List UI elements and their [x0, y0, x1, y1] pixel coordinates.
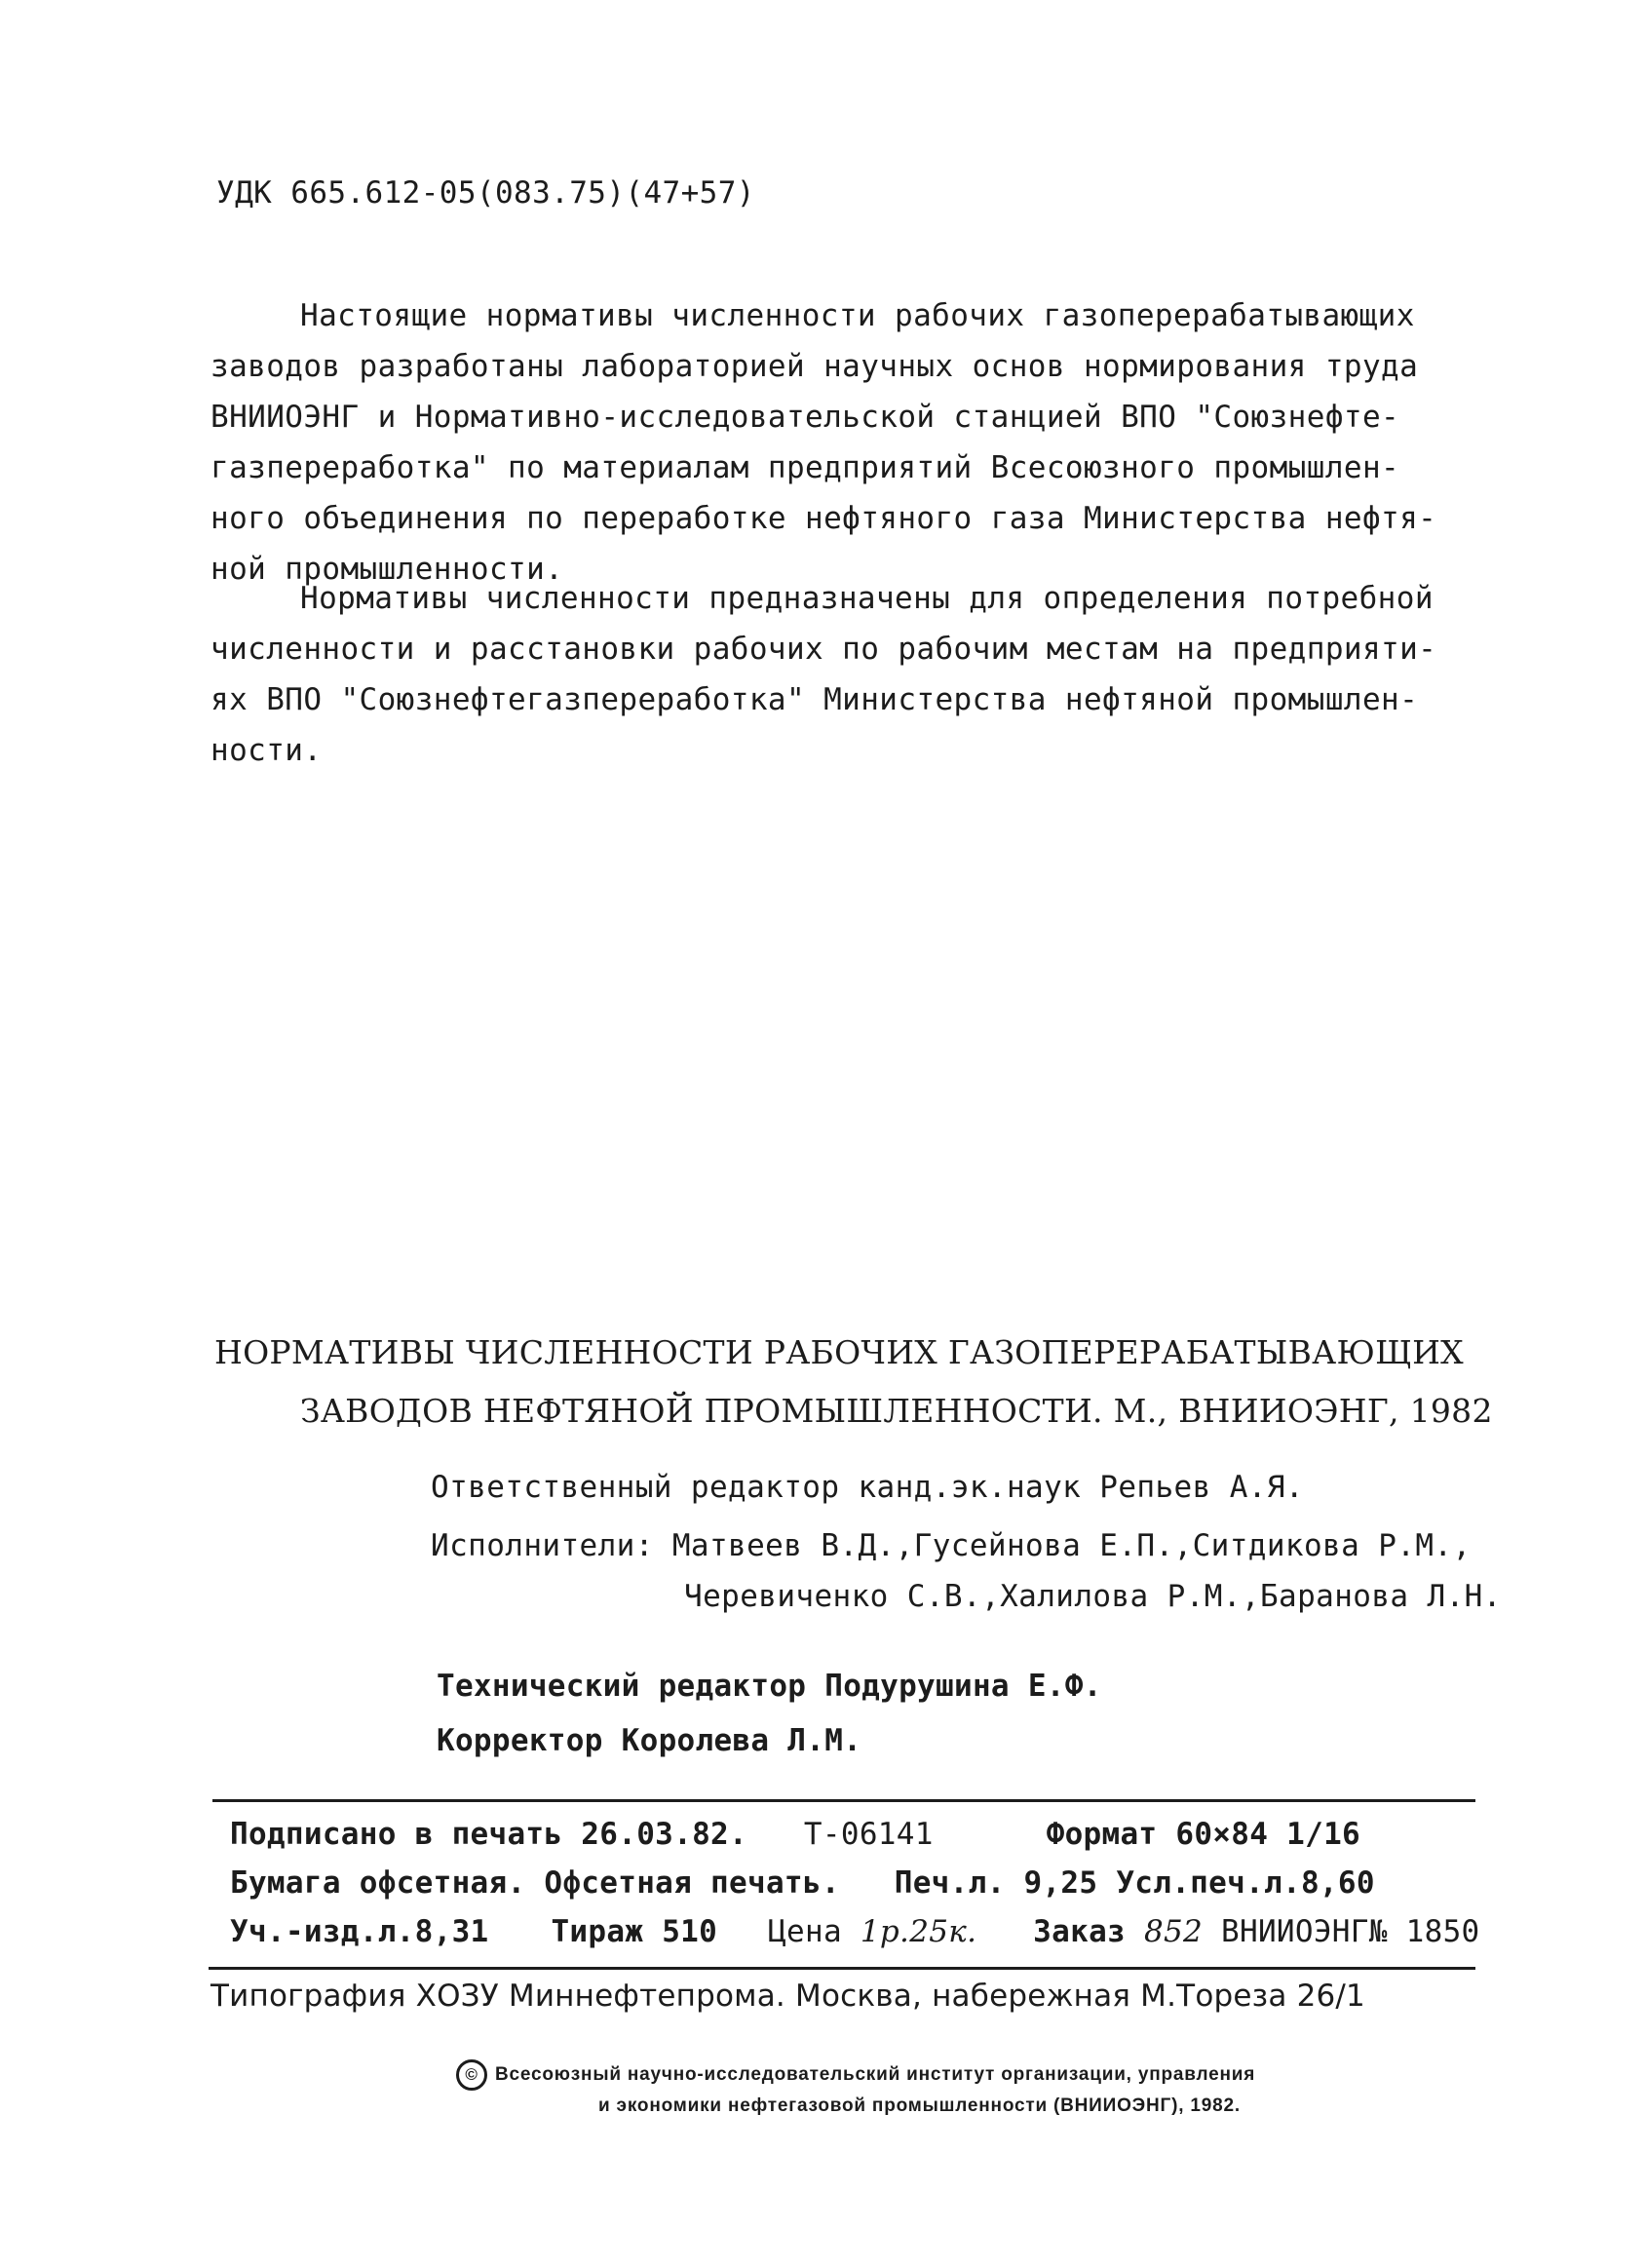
intro-p1-line: ной промышленности. [210, 552, 564, 587]
udk-code: УДК 665.612-05(083.75)(47+57) [216, 175, 755, 211]
vniioeng-number: ВНИИОЭНГ№ 1850 [1221, 1914, 1480, 1949]
copyright-line-2: и экономики нефтегазовой промышленности (ВНИИОЭНГ), 1982. [598, 2095, 1241, 2116]
intro-p1-line: ВНИИОЭНГ и Нормативно-исследовательской станцией ВПО "Союзнефте- [210, 400, 1400, 435]
printing-house: Типография ХОЗУ Миннефтепрома. Москва, набережная М.Тореза 26/1 [210, 1979, 1365, 2014]
price-value: 1р.25к. [860, 1914, 977, 1949]
corrector: Корректор Королева Л.М. [437, 1723, 862, 1758]
imprint-top-rule [212, 1799, 1475, 1802]
signed-to-print: Подписано в печать 26.03.82. [230, 1817, 747, 1852]
imprint-code: Т-06141 [803, 1817, 934, 1852]
copyright-block [456, 2058, 1255, 2121]
imprint-bottom-rule [209, 1967, 1475, 1970]
order-label: Заказ [1033, 1914, 1126, 1949]
intro-p1-line: Настоящие нормативы численности рабочих газоперерабатывающих [300, 298, 1415, 333]
performers-line-2: Черевиченко С.В.,Халилова Р.М.,Баранова Л.Н. [684, 1579, 1502, 1614]
performers-line-1: Исполнители: Матвеев В.Д.,Гусейнова Е.П.,Ситдикова Р.М., [431, 1528, 1472, 1563]
order-number: 852 [1143, 1914, 1204, 1949]
publication-title-line-1: НОРМАТИВЫ ЧИСЛЕННОСТИ РАБОЧИХ ГАЗОПЕРЕРАБАТЫВАЮЩИХ [214, 1333, 1464, 1371]
publication-title-line-2: ЗАВОДОВ НЕФТЯНОЙ ПРОМЫШЛЕННОСТИ. М., ВНИИОЭНГ, 1982 [300, 1392, 1493, 1430]
paper-type: Бумага офсетная. Офсетная печать. [230, 1865, 840, 1901]
imprint-line-1 [230, 1817, 1360, 1852]
technical-editor: Технический редактор Подурушина Е.Ф. [437, 1669, 1102, 1704]
publisher-sheets: Уч.-изд.л.8,31 [230, 1914, 489, 1949]
intro-p1-line: газпереработка" по материалам предприятий Всесоюзного промышлен- [210, 450, 1400, 485]
print-run: Тираж 510 [551, 1914, 718, 1949]
price-label: Цена [768, 1914, 842, 1949]
intro-paragraph-1 [210, 290, 1436, 595]
intro-p2-line: численности и расстановки рабочих по рабочим местам на предприяти- [210, 632, 1437, 667]
responsible-editor: Ответственный редактор канд.эк.наук Репьев А.Я. [431, 1470, 1304, 1505]
intro-p2-line: Нормативы численности предназначены для определения потребной [300, 581, 1434, 616]
intro-p1-line: ного объединения по переработке нефтяного газа Министерства нефтя- [210, 501, 1437, 536]
intro-p2-line: ях ВПО "Союзнефтегазпереработка" Министерства нефтяной промышлен- [210, 682, 1419, 717]
paper-format: Формат 60×84 1/16 [1046, 1817, 1360, 1852]
copyright-text-1: Всесоюзный научно-исследовательский институт организации, управления [495, 2064, 1256, 2085]
intro-p1-line: заводов разработаны лабораторией научных основ нормирования труда [210, 349, 1419, 384]
intro-p2-line: ности. [210, 733, 323, 768]
imprint-line-2 [230, 1865, 1375, 1901]
imprint-line-3 [230, 1914, 1480, 1949]
copyright-icon: © [456, 2059, 487, 2091]
intro-paragraph-2 [210, 573, 1436, 776]
printed-sheets: Печ.л. 9,25 Усл.печ.л.8,60 [894, 1865, 1375, 1901]
copyright-line-1 [456, 2058, 1255, 2092]
